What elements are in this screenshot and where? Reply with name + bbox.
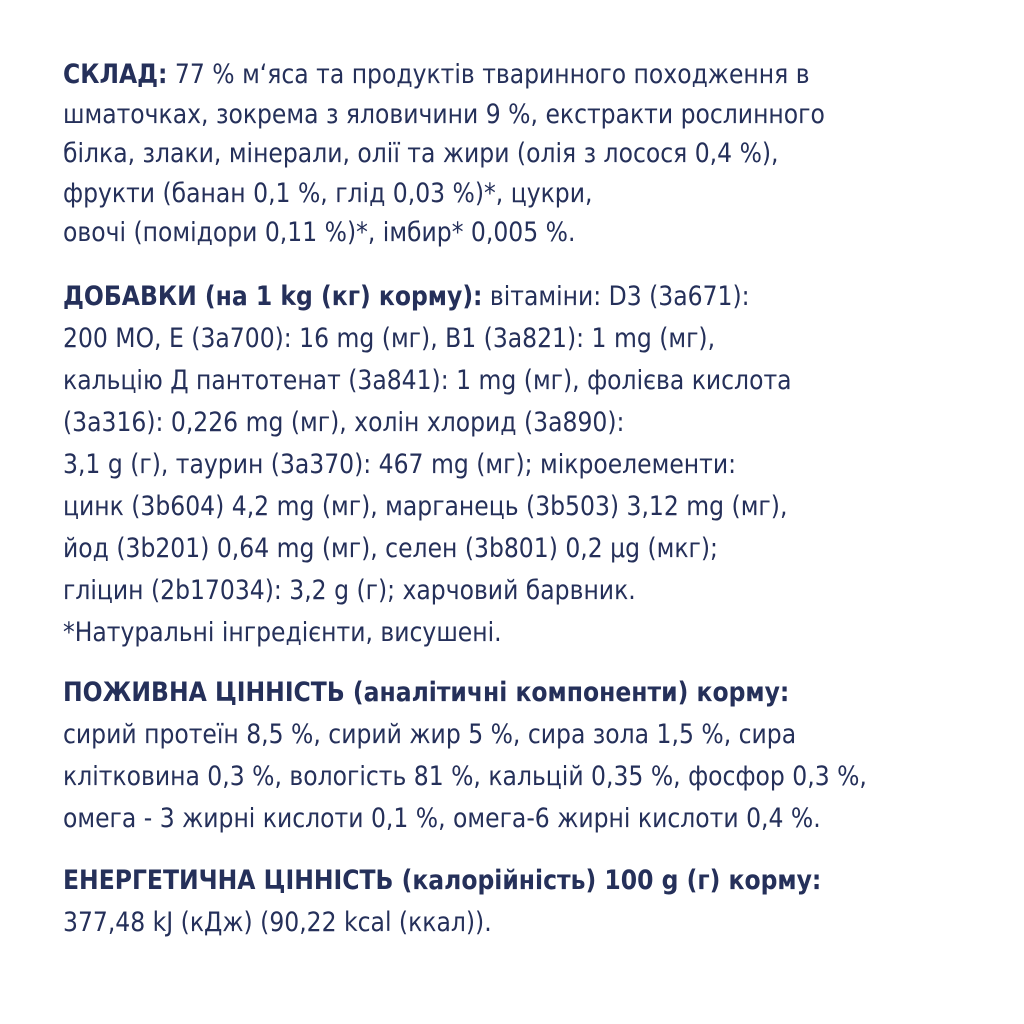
nutrition-section: [63, 672, 1003, 840]
composition-line: овочі (помідори 0,11 %)*, імбир* 0,005 %.: [63, 217, 576, 248]
additives-section: [63, 276, 1003, 654]
energy-line: 377,48 kJ (кДж) (90,22 kcal (ккал)).: [63, 906, 492, 938]
additives-line: гліцин (2b17034): 3,2 g (г); харчовий барвник.: [63, 574, 636, 606]
additives-line: 3,1 g (г), таурин (3a370): 467 mg (мг); мікроелементи:: [63, 448, 737, 480]
nutrition-line: омега - 3 жирні кислоти 0,1 %, омега-6 жирні кислоти 0,4 %.: [63, 802, 821, 834]
nutrition-line: клітковина 0,3 %, вологість 81 %, кальцій 0,35 %, фосфор 0,3 %,: [63, 760, 867, 792]
additives-line: ДОБАВКИ (на 1 kg (кг) корму): вітаміни: D3 (3a671):: [63, 280, 750, 312]
composition-line: фрукти (банан 0,1 %, глід 0,03 %)*, цукри,: [63, 177, 593, 209]
nutrition-line: сирий протеїн 8,5 %, сирий жир 5 %, сира зола 1,5 %, сира: [63, 718, 797, 750]
additives-line: йод (3b201) 0,64 mg (мг), селен (3b801) 0,2 µg (мкг);: [63, 532, 718, 564]
composition-heading: СКЛАД:: [63, 59, 168, 90]
energy-heading: ЕНЕРГЕТИЧНА ЦІННІСТЬ (калорійність) 100 g (г) корму:: [63, 864, 822, 896]
nutrition-heading: ПОЖИВНА ЦІННІСТЬ (аналітичні компоненти) корму:: [63, 676, 790, 708]
energy-section: [63, 860, 1003, 944]
ingredients-label: [63, 55, 1003, 944]
footnote: *Натуральні інгредієнти, висушені.: [63, 616, 502, 648]
composition-line: шматочках, зокрема з яловичини 9 %, екстракти рослинного: [63, 98, 825, 130]
additives-line: (3a316): 0,226 mg (мг), холін хлорид (3a890):: [63, 406, 625, 438]
additives-heading: ДОБАВКИ (на 1 kg (кг) корму):: [63, 280, 483, 312]
additives-line: кальцію Д пантотенат (3a841): 1 mg (мг), фолієва кислота: [63, 364, 792, 396]
composition-line: білка, злаки, мінерали, олії та жири (олія з лосося 0,4 %),: [63, 138, 779, 169]
composition-section: [63, 55, 1003, 253]
additives-line: 200 МО, Е (3a700): 16 mg (мг), B1 (3a821): 1 mg (мг),: [63, 322, 716, 354]
composition-line: СКЛАД: 77 % м‘яса та продуктів тваринного походження в: [63, 59, 810, 90]
additives-line: цинк (3b604) 4,2 mg (мг), марганець (3b503) 3,12 mg (мг),: [63, 490, 788, 522]
